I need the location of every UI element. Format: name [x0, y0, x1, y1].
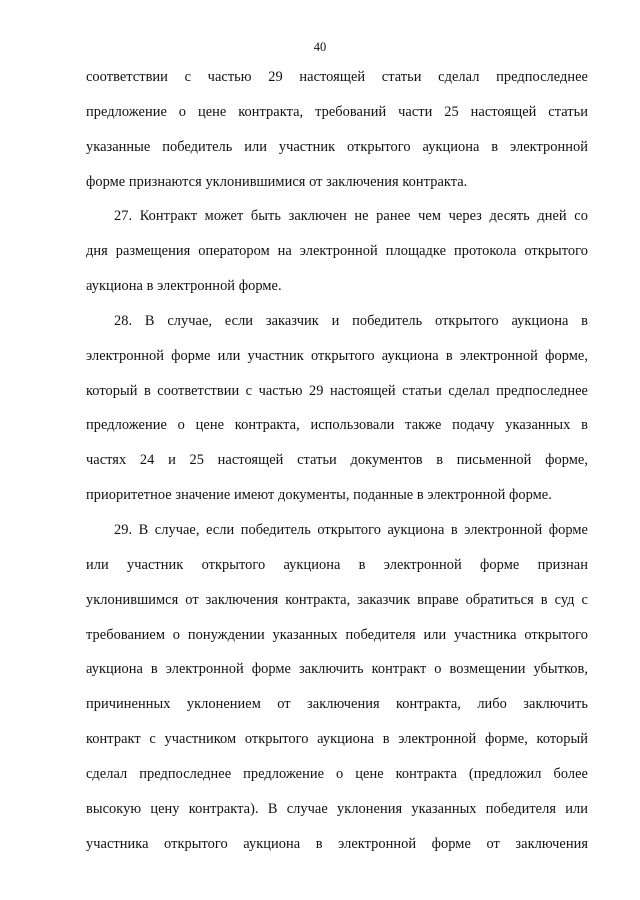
text-line: участника открытого аукциона в электронной форме от заключения [86, 835, 588, 852]
document-body [86, 60, 588, 861]
text-line: высокую цену контракта). В случае уклонения указанных победителя или [86, 800, 588, 817]
text-line: форме признаются уклонившимися от заключения контракта. [86, 173, 468, 190]
text-line: который в соответствии с частью 29 настоящей статьи сделал предпоследнее [86, 382, 588, 399]
text-line: контракт с участником открытого аукциона в электронной форме, который [86, 731, 588, 748]
text-line: требованием о понуждении указанных победителя или участника открытого [86, 626, 588, 643]
text-line: электронной форме или участник открытого аукциона в электронной форме, [86, 347, 588, 364]
text-line: приоритетное значение имеют документы, поданные в электронной форме. [86, 487, 552, 504]
page-number: 40 [313, 40, 327, 54]
text-line: причиненных уклонением от заключения контракта, либо заключить [86, 696, 588, 713]
text-line: 28. В случае, если заказчик и победитель открытого аукциона в [114, 312, 588, 329]
text-line: 29. В случае, если победитель открытого аукциона в электронной форме [114, 521, 588, 538]
text-line: предложение о цене контракта, требований части 25 настоящей статьи [86, 103, 588, 120]
text-line: указанные победитель или участник открытого аукциона в электронной [86, 138, 588, 155]
text-line: дня размещения оператором на электронной площадке протокола открытого [86, 243, 588, 260]
text-line: или участник открытого аукциона в электронной форме признан [86, 556, 588, 573]
text-line: сделал предпоследнее предложение о цене контракта (предложил более [86, 765, 588, 782]
text-line: уклонившимся от заключения контракта, заказчик вправе обратиться в суд с [86, 591, 588, 608]
text-line: предложение о цене контракта, использовали также подачу указанных в [86, 417, 588, 434]
text-line: соответствии с частью 29 настоящей статьи сделал предпоследнее [86, 69, 588, 85]
text-line: 27. Контракт может быть заключен не ранее чем через десять дней со [114, 208, 588, 225]
text-line: аукциона в электронной форме заключить контракт о возмещении убытков, [86, 661, 588, 678]
text-line: частях 24 и 25 настоящей статьи документов в письменной форме, [86, 452, 588, 469]
text-line: аукциона в электронной форме. [86, 278, 282, 295]
